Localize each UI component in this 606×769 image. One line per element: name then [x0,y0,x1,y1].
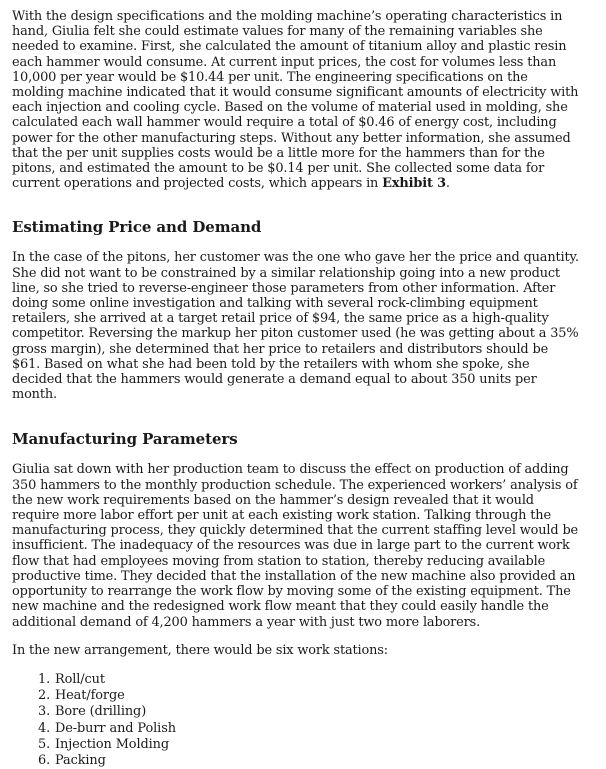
list-item-number: 4. [38,720,51,736]
list-item-number: 6. [38,752,51,768]
list-item-label: Roll/cut [55,671,105,687]
list-item-label: Heat/forge [55,688,125,704]
list-item-number: 5. [38,736,51,752]
list-item-label: Packing [55,752,106,768]
exhibit-reference: Exhibit 3 [382,176,446,192]
list-item [38,688,580,704]
list-item [38,753,580,769]
list-item-number: 3. [38,704,51,720]
paragraph-work-stations-intro: In the new arrangement, there would be six work stations: [12,642,388,658]
paragraph-price-demand: In the case of the pitons, her customer was the one who gave her the price and quantity. She did not want to be constrained by a similar relationship going into a new product line, so she tried to reverse-engineer those parameters from other information. After doing some online investigation and talking with several rock-climbing equipment retailers, she arrived at a target retail price of $94, the same price as a high-quality competitor. Reversing the markup her piton customer used (he was getting about a 35% gross margin), she determined that her price to retailers and distributors should be $61. Based on what she had been told by the retailers with whom she spoke, she decided that the hammers would generate a demand equal to about 350 units per month. [12,250,579,403]
list-item-number: 2. [38,688,51,704]
list-item-label: Bore (drilling) [55,704,147,720]
work-stations-list [12,672,580,769]
paragraph-cost-estimates-end: . [445,176,450,192]
list-item [38,721,580,737]
paragraph-cost-estimates [12,9,580,191]
list-item-label: Injection Molding [55,736,170,752]
list-item-number: 1. [38,671,51,687]
heading-price-demand: Estimating Price and Demand [12,218,262,237]
list-item-label: De-burr and Polish [55,720,176,736]
list-item [38,737,580,753]
list-item [38,672,580,688]
paragraph-cost-estimates-text: With the design specifications and the molding machine’s operating characteristics in hand, Giulia felt she could estimate values for many of the remaining variables she needed to examine. First, she calculated the amount of titanium alloy and plastic resin each hammer would consume. At current input prices, the cost for volumes less than 10,000 per year would be $10.44 per unit. The engineering specifications on the molding machine indicated that it would consume significant amounts of electricity with each injection and cooling cycle. Based on the volume of material used in molding, she calculated each wall hammer would require a total of $0.46 of energy cost, including power for the other manufacturing steps. Without any better information, she assumed that the per unit supplies costs would be a little more for the hammers than for the pitons, and estimated the amount to be $0.14 per unit. She collected some data for current operations and projected costs, which appears in [12,9,579,192]
list-item [38,704,580,720]
paragraph-manufacturing: Giulia sat down with her production team to discuss the effect on production of adding 350 hammers to the monthly production schedule. The experienced workers’ analysis of the new work requirements based on the hammer’s design revealed that it would require more labor effort per unit at each existing work station. Talking through the manufacturing process, they quickly determined that the current staffing level would be insufficient. The inadequacy of the resources was due in large part to the current work flow that had employees moving from station to station, thereby reducing available productive time. They decided that the installation of the new machine also provided an opportunity to rearrange the work flow by moving some of the existing equipment. The new machine and the redesigned work flow meant that they could easily handle the additional demand of 4,200 hammers a year with just two more laborers. [12,462,579,630]
heading-manufacturing-parameters: Manufacturing Parameters [12,430,238,449]
